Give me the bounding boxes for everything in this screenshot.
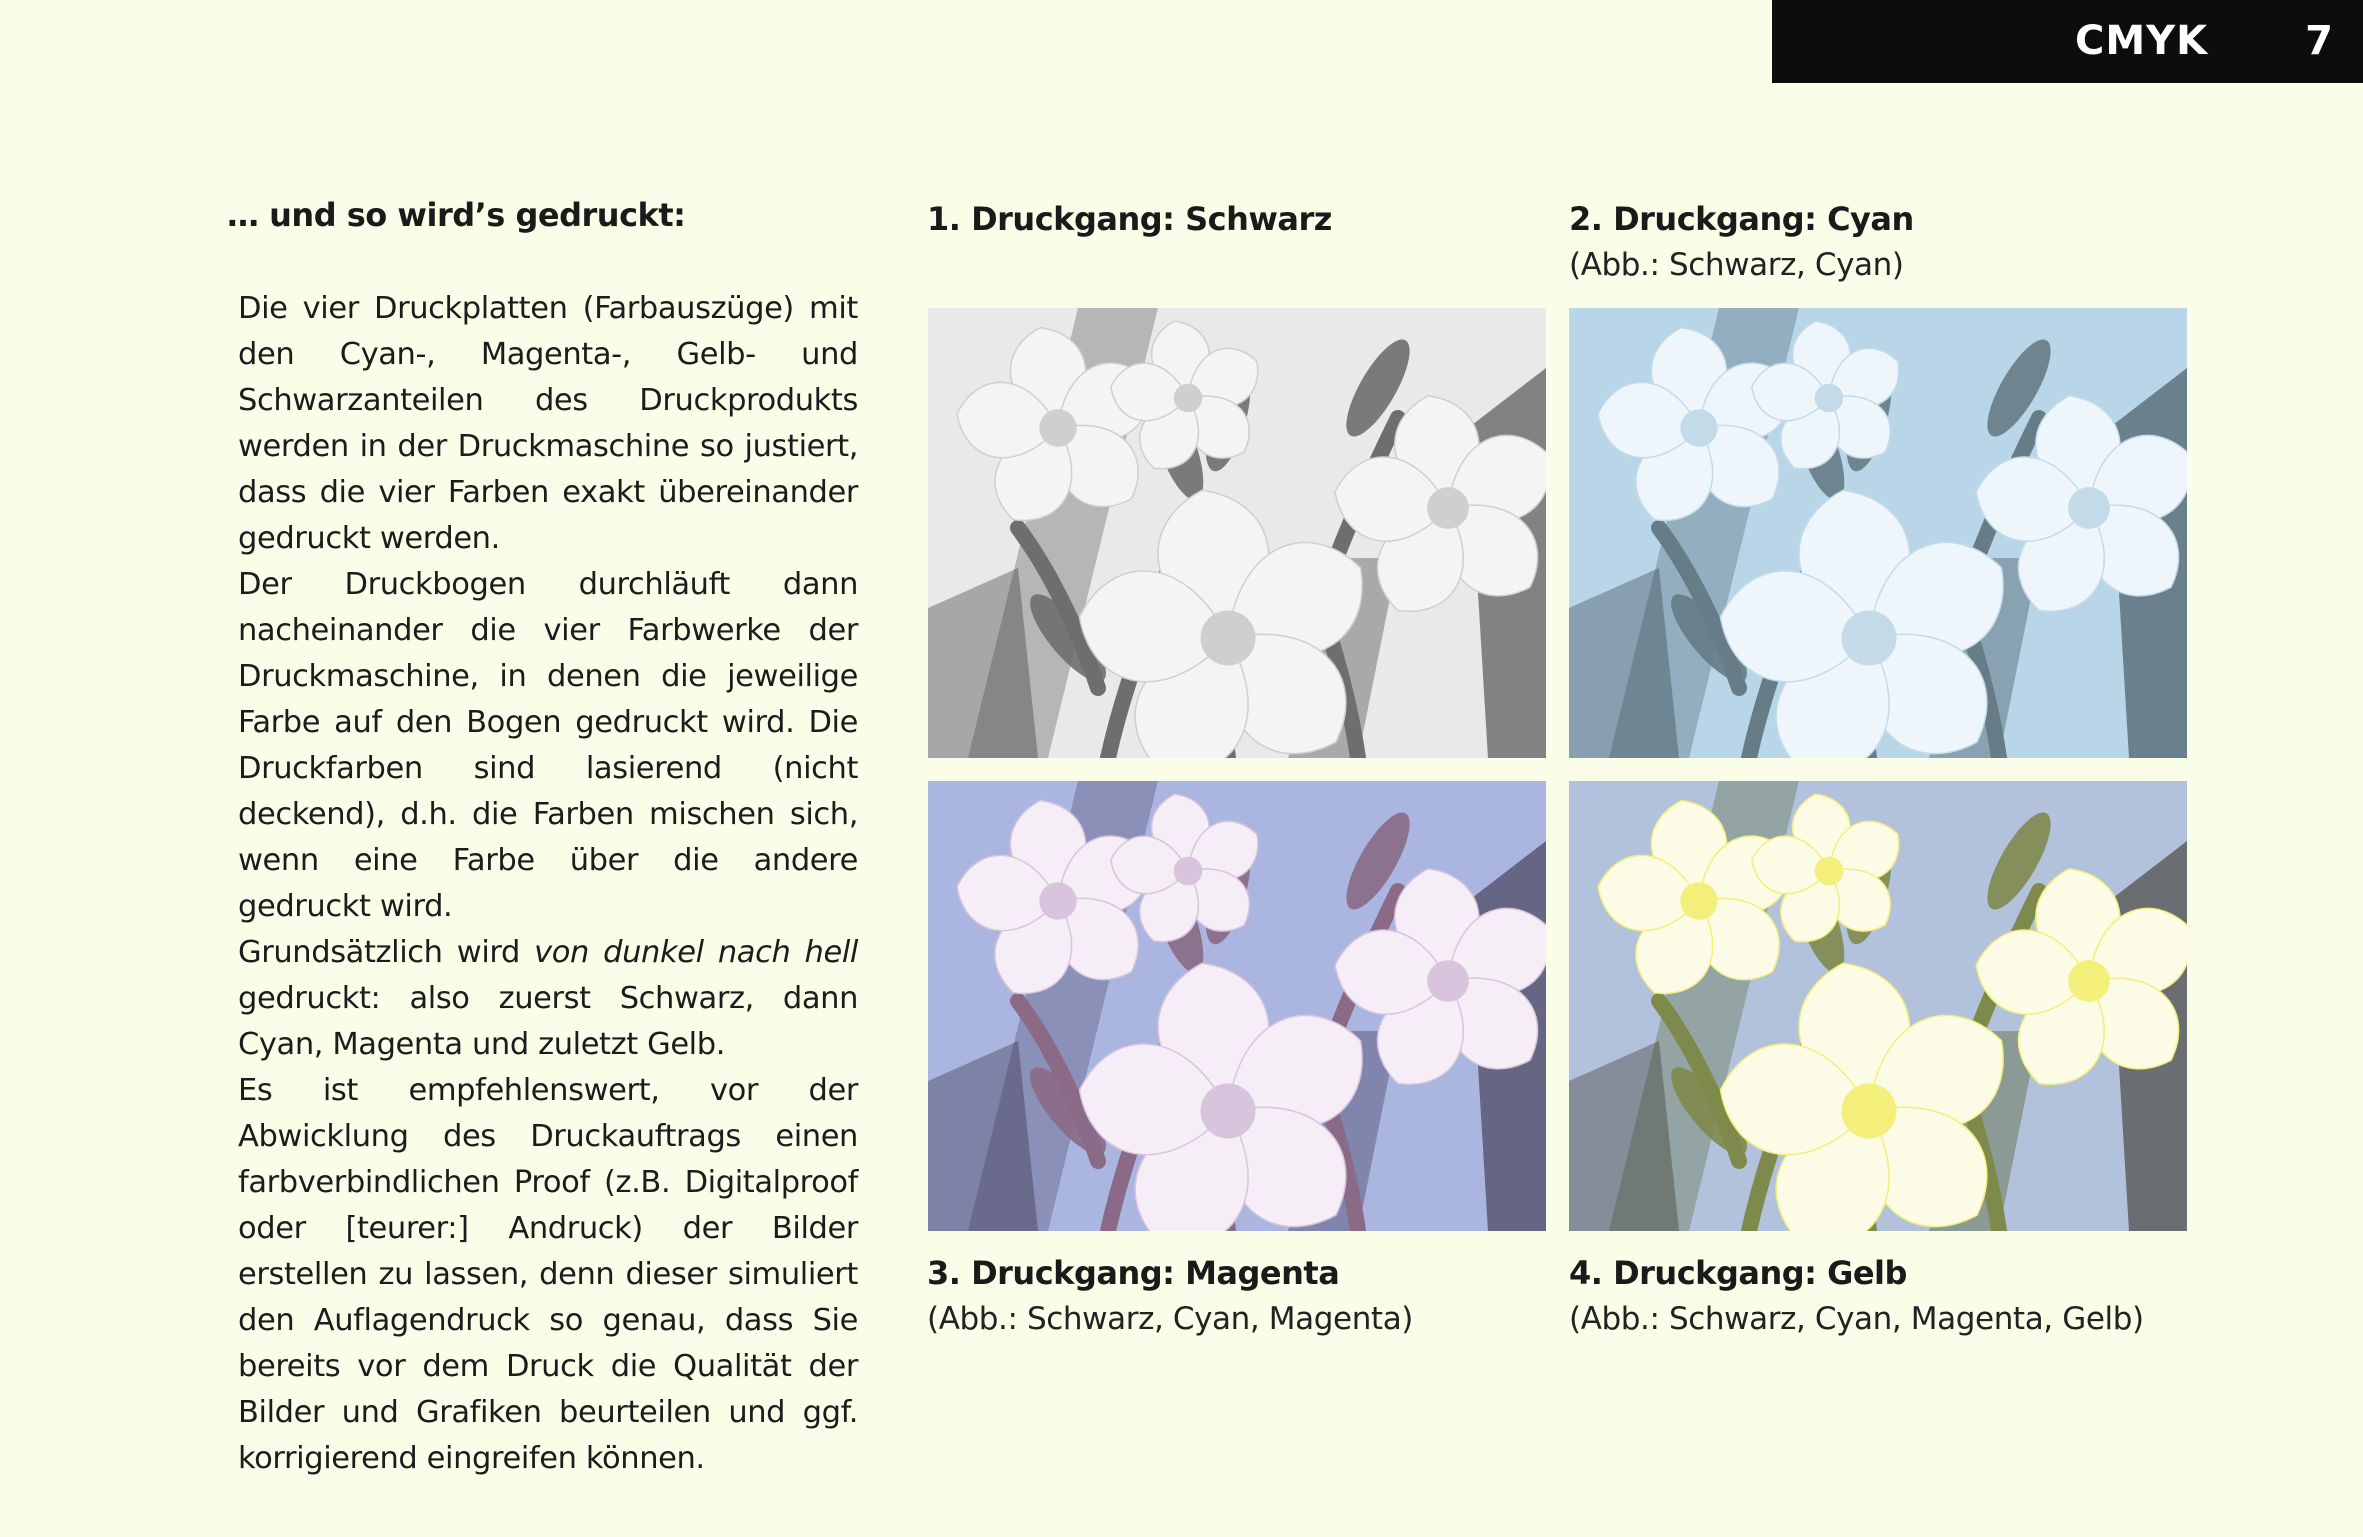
caption-pass-1 [927, 196, 1332, 242]
flower-illustration [1569, 308, 2187, 758]
paragraph-reihenfolge-end: gedruckt: also zuerst Schwarz, dann Cyan, Magenta und zuletzt Gelb. [238, 981, 858, 1062]
caption-subtitle: (Abb.: Schwarz, Cyan, Magenta, Gelb) [1569, 1301, 2144, 1337]
paragraph-proof: Es ist empfehlenswert, vor der Abwicklung des Druckauftrags einen farbverbindlichen Proof (z.B. Digitalproof oder [teurer:] Andruck) der Bilder erstellen zu lassen, denn dieser simuliert den Auflagendruck so genau, dass Sie bereits vor dem Druck die Qualität der Bilder und Grafiken beurteilen und ggf. korrigierend eingreifen können. [238, 1073, 858, 1476]
emphasis-dunkel-hell: von dunkel nach hell [534, 935, 858, 970]
flower-illustration [928, 308, 1546, 758]
caption-title: 1. Druckgang: Schwarz [927, 200, 1332, 238]
section-heading: … und so wird’s gedruckt: [227, 196, 686, 234]
flower-photo-gelb [1569, 781, 2187, 1231]
paragraph-reihenfolge-start: Grundsätzlich wird [238, 935, 535, 970]
caption-pass-4 [1569, 1250, 2144, 1342]
flower-photo-magenta [928, 781, 1546, 1231]
caption-subtitle: (Abb.: Schwarz, Cyan) [1569, 247, 1904, 283]
paragraph-druckplatten: Die vier Druckplatten (Farbauszüge) mit den Cyan-, Magenta-, Gelb- und Schwarzanteilen des Druckprodukts werden in der Druckmaschine so justiert, dass die vier Farben exakt übereinander gedruckt werden. [238, 291, 858, 556]
chapter-header-bar [1772, 0, 2363, 83]
flower-illustration [928, 781, 1546, 1231]
caption-title: 3. Druckgang: Magenta [927, 1254, 1340, 1292]
page-number: 7 [2305, 18, 2333, 64]
caption-title: 2. Druckgang: Cyan [1569, 200, 1914, 238]
chapter-title: CMYK [2075, 18, 2209, 64]
flower-photo-schwarz [928, 308, 1546, 758]
flower-illustration [1569, 781, 2187, 1231]
caption-subtitle: (Abb.: Schwarz, Cyan, Magenta) [927, 1301, 1413, 1337]
paragraph-reihenfolge [238, 930, 858, 1068]
caption-title: 4. Druckgang: Gelb [1569, 1254, 1907, 1292]
caption-pass-3 [927, 1250, 1413, 1342]
caption-pass-2 [1569, 196, 1914, 288]
flower-photo-cyan [1569, 308, 2187, 758]
paragraph-druckbogen: Der Druckbogen durchläuft dann nacheinander die vier Farbwerke der Druckmaschine, in denen die jeweilige Farbe auf den Bogen gedruckt wird. Die Druckfarben sind lasierend (nicht deckend), d.h. die Farben mischen sich, wenn eine Farbe über die andere gedruckt wird. [238, 567, 858, 924]
body-text [238, 286, 858, 1482]
